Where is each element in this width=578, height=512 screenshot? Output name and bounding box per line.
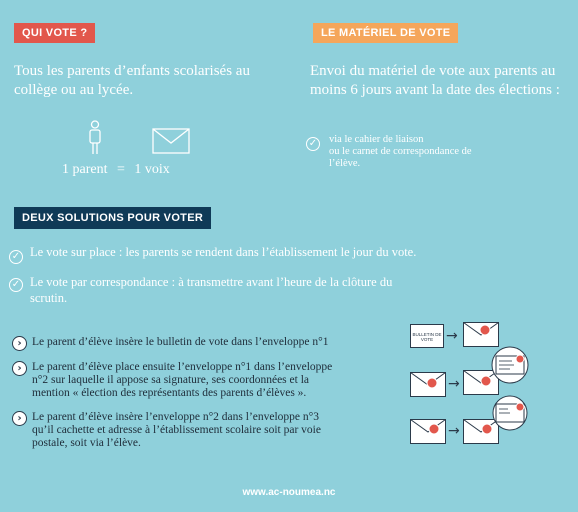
step-2-line-1: Le parent d’élève place ensuite l’enveloppe n°1 dans l’enveloppe	[32, 361, 333, 373]
formula-equals: =	[116, 162, 125, 177]
arrow-right-icon: →	[448, 423, 460, 439]
formula-voice: 1 voix	[134, 162, 170, 177]
solution-1-text: Le vote sur place : les parents se rendent dans l’établissement le jour du vote.	[30, 245, 417, 259]
ballot-icon	[410, 324, 444, 348]
material-option-text	[329, 134, 472, 170]
envelope-2-back-icon	[490, 346, 530, 384]
arrow-right-icon: →	[448, 376, 460, 392]
step-2-text	[32, 361, 332, 400]
step-2-marker	[12, 358, 27, 376]
material-option	[306, 133, 320, 151]
footer-url: www.ac-noumea.nc	[242, 487, 336, 498]
formula-parent: 1 parent	[62, 162, 108, 177]
chevron-right-icon: ›	[12, 361, 27, 376]
option-line-3: l’élève.	[329, 158, 361, 169]
chevron-right-icon: ›	[12, 336, 27, 351]
solution-1	[9, 246, 23, 264]
solution-2-text	[30, 274, 392, 306]
who-votes-text: Tous les parents d’enfants scolarisés au collège ou au lycée.	[14, 63, 250, 98]
voting-material-badge: LE MATÉRIEL DE VOTE	[313, 23, 458, 43]
step-2-line-2: n°2 sur laquelle il appose sa signature, ses coordonnées et la	[32, 374, 310, 386]
envelope-3-back-icon	[490, 395, 530, 431]
person-icon	[88, 120, 102, 156]
option-line-1: via le cahier de liaison	[329, 134, 424, 145]
solution-2-line-1: Le vote par correspondance : à transmettre avant l’heure de la clôture du	[30, 275, 393, 289]
envelope-2-small-icon	[410, 419, 446, 444]
vote-formula	[62, 162, 170, 178]
step-1-text: Le parent d’élève insère le bulletin de vote dans l’enveloppe n°1	[32, 336, 329, 348]
two-solutions-badge: DEUX SOLUTIONS POUR VOTER	[14, 207, 211, 229]
envelope-1-small-icon	[410, 372, 446, 397]
ballot-label: BULLETIN DE VOTE	[412, 332, 442, 342]
envelope-icon	[152, 128, 190, 154]
step-2-line-3: mention « élection des représentants des parents d’élèves ».	[32, 387, 307, 399]
step-3-line-3: postale, soit via l’élève.	[32, 437, 141, 449]
check-icon: ✓	[9, 278, 23, 292]
check-icon: ✓	[306, 137, 320, 151]
solution-2	[9, 274, 23, 292]
solution-2-line-2: scrutin.	[30, 291, 68, 305]
step-3-marker	[12, 408, 27, 426]
who-votes-badge: QUI VOTE ?	[14, 23, 95, 43]
option-line-2: ou le carnet de correspondance de	[329, 146, 472, 157]
step-1-marker	[12, 333, 27, 351]
material-text: Envoi du matériel de vote aux parents au moins 6 jours avant la date des élections :	[310, 63, 560, 98]
step-3-text	[32, 411, 321, 450]
step-3-line-2: qu’il cachette et adresse à l’établissement scolaire soit par voie	[32, 424, 321, 436]
chevron-right-icon: ›	[12, 411, 27, 426]
step-3-line-1: Le parent d’élève insère l’enveloppe n°2 dans l’enveloppe n°3	[32, 411, 320, 423]
check-icon: ✓	[9, 250, 23, 264]
envelope-1-icon	[463, 322, 499, 347]
arrow-right-icon: →	[446, 328, 458, 344]
